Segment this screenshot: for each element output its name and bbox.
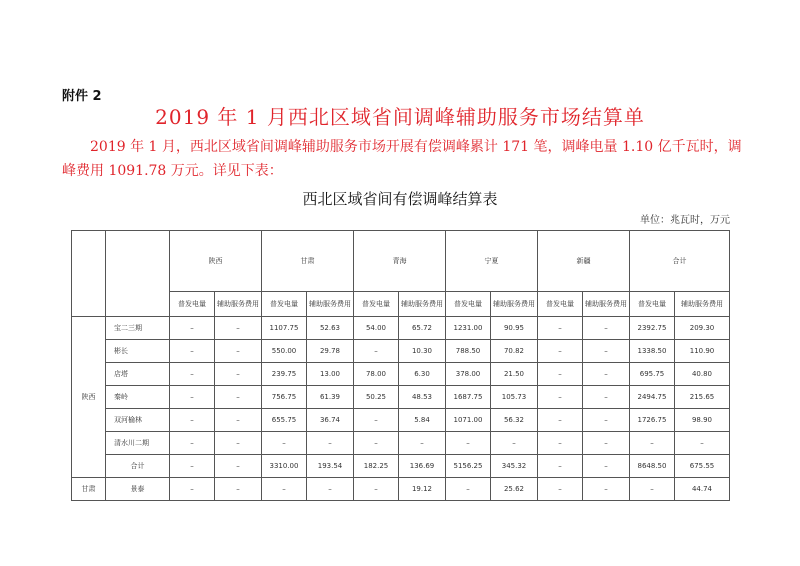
table-cell: – — [538, 455, 583, 478]
table-cell: – — [583, 340, 630, 363]
table-cell: 1071.00 — [446, 409, 491, 432]
subheader-fee: 辅助服务费用 — [215, 292, 262, 317]
table-cell: – — [399, 432, 446, 455]
region-header: 宁夏 — [446, 231, 538, 292]
table-cell: 675.55 — [675, 455, 730, 478]
intro-paragraph: 2019 年 1 月，西北区域省间调峰辅助服务市场开展有偿调峰累计 171 笔，调峰电量 1.10 亿千瓦时，调峰费用 1091.78 万元。详见下表： — [62, 139, 742, 179]
table-cell: 29.78 — [307, 340, 354, 363]
document-title: 2019 年 1 月西北区域省间调峰辅助服务市场结算单 — [155, 105, 645, 129]
attachment-label: 附件 2 — [62, 89, 102, 104]
table-cell: 25.62 — [491, 478, 538, 501]
table-cell: 209.30 — [675, 317, 730, 340]
table-cell: – — [583, 363, 630, 386]
table-row — [72, 386, 730, 409]
table-cell: 215.65 — [675, 386, 730, 409]
table-cell: 378.00 — [446, 363, 491, 386]
table-cell: – — [446, 432, 491, 455]
table-cell: – — [170, 317, 215, 340]
table-cell: 61.39 — [307, 386, 354, 409]
table-cell: – — [215, 386, 262, 409]
table-row — [72, 409, 730, 432]
subheader-energy: 普发电量 — [446, 292, 491, 317]
table-cell: 110.90 — [675, 340, 730, 363]
table-cell: 6.30 — [399, 363, 446, 386]
table-cell: – — [538, 340, 583, 363]
table-cell: 3310.00 — [262, 455, 307, 478]
table-cell: – — [354, 478, 399, 501]
table-cell: – — [583, 455, 630, 478]
table-cell: 1687.75 — [446, 386, 491, 409]
table-cell: 90.95 — [491, 317, 538, 340]
table-cell: – — [538, 432, 583, 455]
table-cell: 10.30 — [399, 340, 446, 363]
subheader-energy: 普发电量 — [630, 292, 675, 317]
subheader-energy: 普发电量 — [354, 292, 399, 317]
group-cell-gansu: 甘肃 — [72, 478, 106, 501]
subheader-energy: 普发电量 — [170, 292, 215, 317]
table-row — [72, 432, 730, 455]
subheader-energy: 普发电量 — [262, 292, 307, 317]
table-cell: – — [538, 363, 583, 386]
table-cell: 5156.25 — [446, 455, 491, 478]
table-cell: – — [170, 340, 215, 363]
table-cell: 98.90 — [675, 409, 730, 432]
table-cell: 2494.75 — [630, 386, 675, 409]
table-cell: – — [170, 409, 215, 432]
table-cell: 345.32 — [491, 455, 538, 478]
subheader-energy: 普发电量 — [538, 292, 583, 317]
table-cell: – — [170, 432, 215, 455]
table-cell: – — [354, 409, 399, 432]
table-cell: 36.74 — [307, 409, 354, 432]
table-cell: 655.75 — [262, 409, 307, 432]
group-cell-shaanxi: 陕西 — [72, 317, 106, 478]
table-cell: – — [170, 455, 215, 478]
table-cell: 13.00 — [307, 363, 354, 386]
table-cell: 56.32 — [491, 409, 538, 432]
region-header: 新疆 — [538, 231, 630, 292]
plant-name: 宝二三期 — [106, 317, 170, 340]
region-header: 青海 — [354, 231, 446, 292]
table-cell: – — [491, 432, 538, 455]
region-header: 合计 — [630, 231, 730, 292]
table-cell: 239.75 — [262, 363, 307, 386]
unit-label: 单位：兆瓦时，万元 — [640, 215, 730, 226]
table-cell: 65.72 — [399, 317, 446, 340]
table-cell: – — [262, 478, 307, 501]
table-cell: – — [538, 386, 583, 409]
table-cell: 788.50 — [446, 340, 491, 363]
table-cell: – — [630, 478, 675, 501]
plant-name: 彬长 — [106, 340, 170, 363]
plant-name: 景泰 — [106, 478, 170, 501]
table-cell: 756.75 — [262, 386, 307, 409]
table-cell: 182.25 — [354, 455, 399, 478]
table-cell: 78.00 — [354, 363, 399, 386]
plant-name: 清水川二期 — [106, 432, 170, 455]
subheader-fee: 辅助服务费用 — [491, 292, 538, 317]
table-cell: 1231.00 — [446, 317, 491, 340]
table-row — [72, 340, 730, 363]
table-cell: – — [630, 432, 675, 455]
table-cell: 54.00 — [354, 317, 399, 340]
table-cell: 40.80 — [675, 363, 730, 386]
table-cell: – — [262, 432, 307, 455]
table-cell: 550.00 — [262, 340, 307, 363]
table-cell: – — [583, 432, 630, 455]
table-cell: 19.12 — [399, 478, 446, 501]
table-cell: – — [354, 340, 399, 363]
subheader-fee: 辅助服务费用 — [583, 292, 630, 317]
table-cell: – — [215, 455, 262, 478]
plant-name: 秦岭 — [106, 386, 170, 409]
table-cell: 5.84 — [399, 409, 446, 432]
table-cell: – — [583, 317, 630, 340]
settlement-table — [71, 230, 730, 501]
table-cell: – — [170, 363, 215, 386]
table-cell: 1107.75 — [262, 317, 307, 340]
table-cell: 8648.50 — [630, 455, 675, 478]
table-cell: 50.25 — [354, 386, 399, 409]
table-cell: – — [307, 478, 354, 501]
table-cell: 695.75 — [630, 363, 675, 386]
table-cell: – — [215, 317, 262, 340]
subheader-fee: 辅助服务费用 — [399, 292, 446, 317]
corner-cell — [72, 231, 106, 317]
region-header: 甘肃 — [262, 231, 354, 292]
table-cell: – — [538, 409, 583, 432]
table-cell: – — [538, 317, 583, 340]
table-title: 西北区域省间有偿调峰结算表 — [302, 190, 498, 208]
table-row — [72, 363, 730, 386]
table-cell: 52.63 — [307, 317, 354, 340]
table-cell: 105.73 — [491, 386, 538, 409]
table-cell: 193.54 — [307, 455, 354, 478]
table-cell: – — [583, 478, 630, 501]
corner-cell — [106, 231, 170, 317]
table-cell: 136.69 — [399, 455, 446, 478]
table-cell: – — [307, 432, 354, 455]
table-cell: – — [215, 340, 262, 363]
table-cell: – — [675, 432, 730, 455]
table-cell: – — [215, 432, 262, 455]
table-cell: 70.82 — [491, 340, 538, 363]
table-cell: – — [170, 386, 215, 409]
plant-name: 店塔 — [106, 363, 170, 386]
table-cell: 1338.50 — [630, 340, 675, 363]
table-cell: – — [354, 432, 399, 455]
table-cell: – — [583, 409, 630, 432]
region-header: 陕西 — [170, 231, 262, 292]
table-cell: 1726.75 — [630, 409, 675, 432]
subheader-fee: 辅助服务费用 — [675, 292, 730, 317]
table-cell: – — [538, 478, 583, 501]
table-cell: 21.50 — [491, 363, 538, 386]
table-cell: – — [215, 409, 262, 432]
subheader-fee: 辅助服务费用 — [307, 292, 354, 317]
table-row — [72, 317, 730, 340]
table-cell: – — [446, 478, 491, 501]
table-cell: – — [583, 386, 630, 409]
table-cell: – — [215, 478, 262, 501]
table-cell: – — [215, 363, 262, 386]
table-cell: 2392.75 — [630, 317, 675, 340]
table-cell: – — [170, 478, 215, 501]
table-cell: 48.53 — [399, 386, 446, 409]
subtotal-label: 合计 — [106, 455, 170, 478]
plant-name: 双河榆林 — [106, 409, 170, 432]
table-row-total — [72, 455, 730, 478]
table-cell: 44.74 — [675, 478, 730, 501]
table-row — [72, 478, 730, 501]
